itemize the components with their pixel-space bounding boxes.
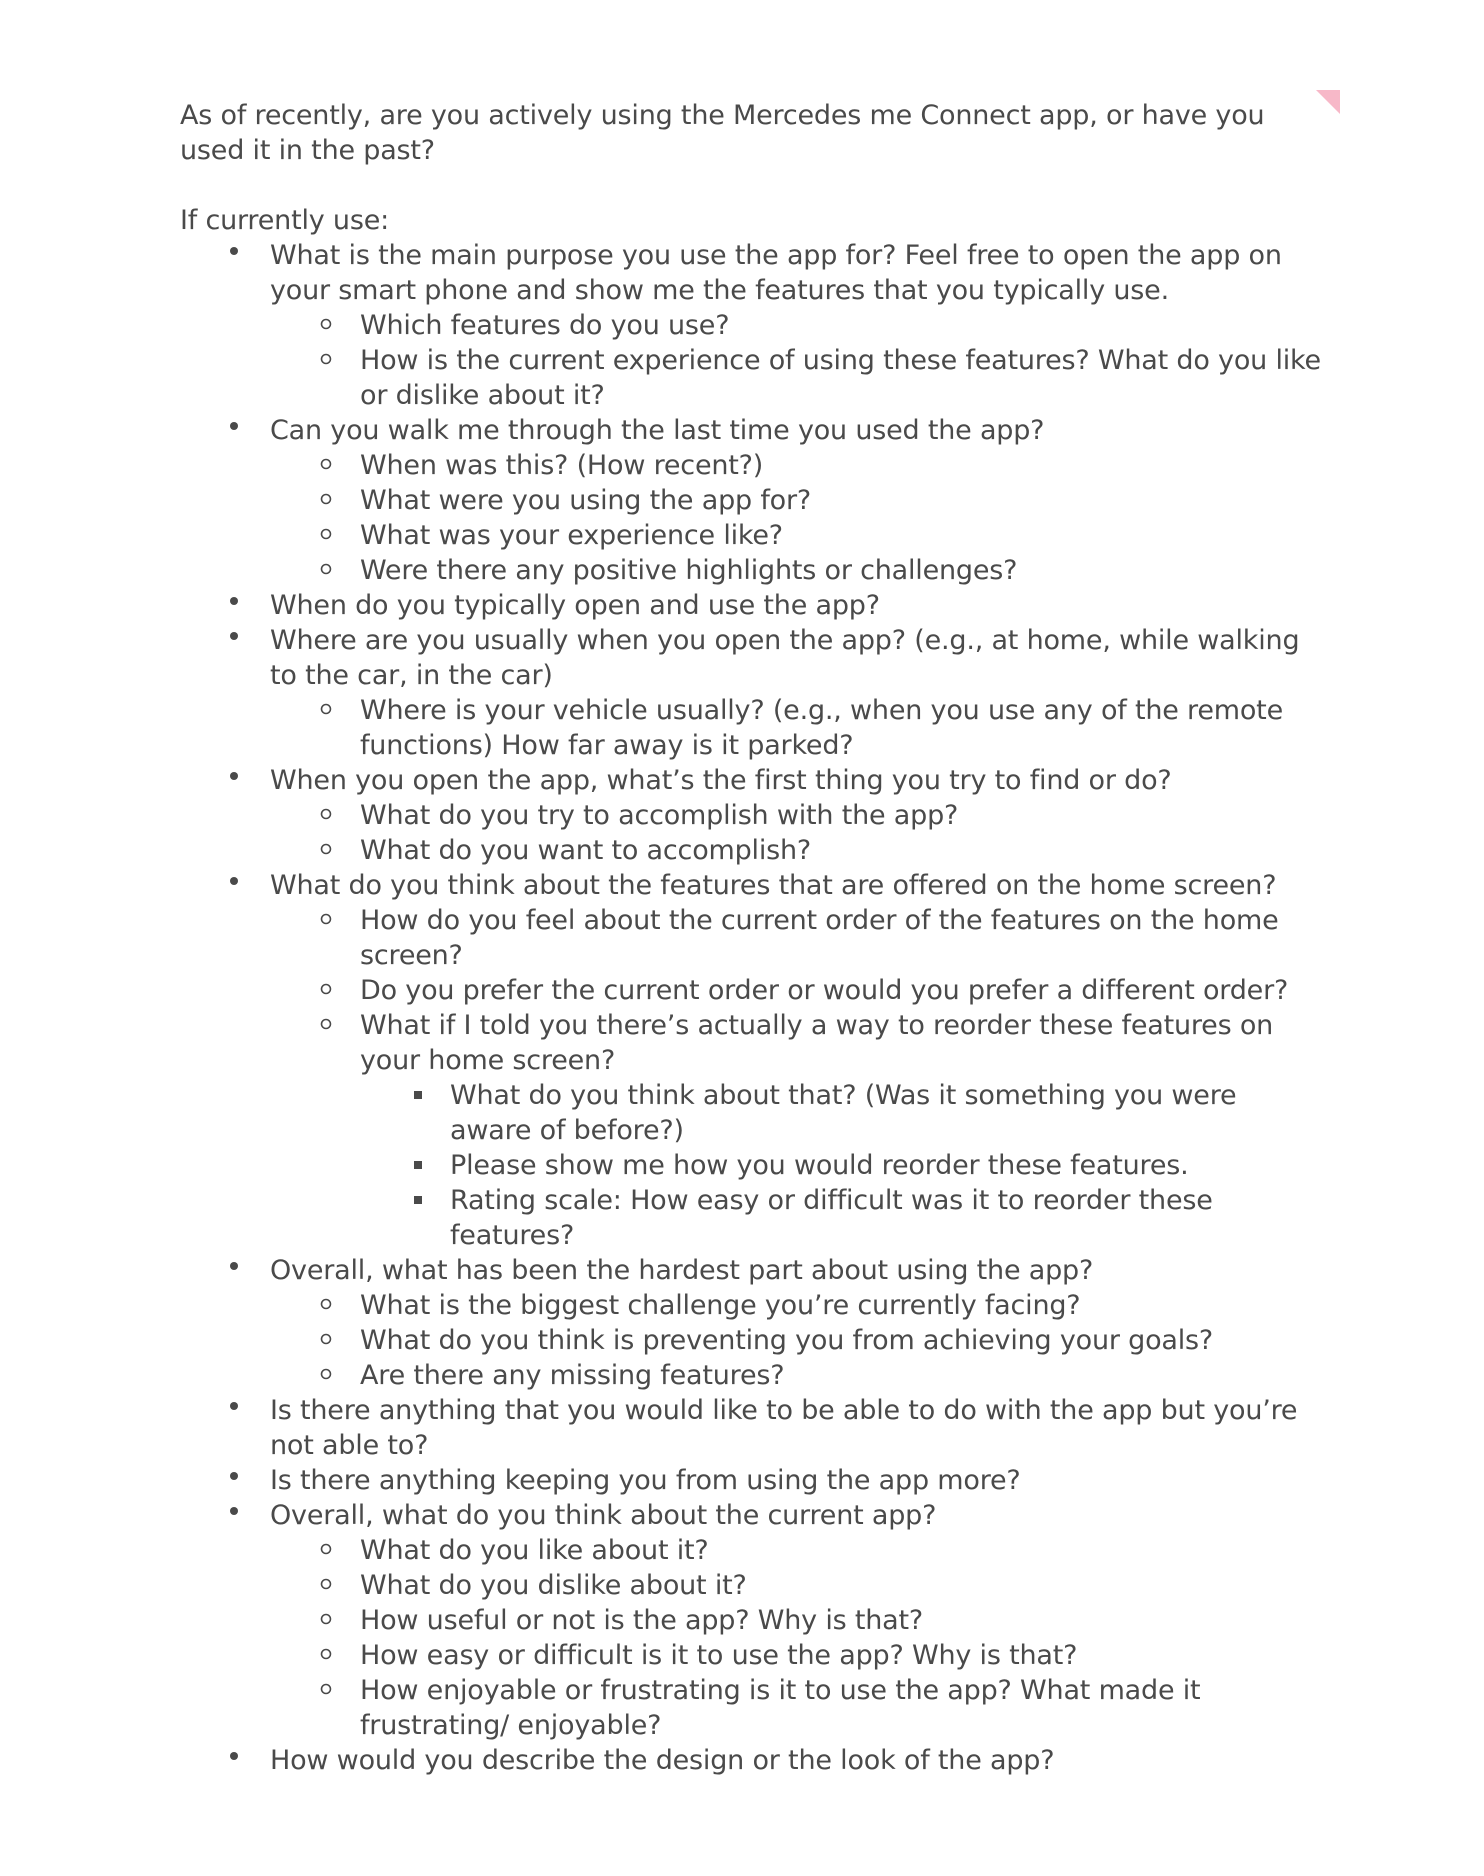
list-item-level-2 bbox=[180, 1323, 1325, 1358]
list-item-level-2 bbox=[180, 903, 1325, 973]
list-item-text: What do you like about it? bbox=[360, 1535, 709, 1566]
list-item-text: What do you think about that? (Was it something you were aware of before?) bbox=[450, 1080, 1237, 1146]
list-item-text: What do you think about the features that are offered on the home screen? bbox=[270, 870, 1277, 901]
list-item-text: Overall, what has been the hardest part about using the app? bbox=[270, 1255, 1094, 1286]
list-item-level-2 bbox=[180, 1568, 1325, 1603]
list-item-text: Which features do you use? bbox=[360, 310, 730, 341]
hollow-circle-bullet-icon bbox=[318, 553, 334, 588]
list-item-level-2 bbox=[180, 833, 1325, 868]
list-item-level-2 bbox=[180, 518, 1325, 553]
document-body bbox=[180, 98, 1325, 1778]
list-item-level-2 bbox=[180, 1358, 1325, 1393]
list-item-text: What do you dislike about it? bbox=[360, 1570, 747, 1601]
list-item-text: Where are you usually when you open the app? (e.g., at home, while walking to the car, in the car) bbox=[270, 625, 1300, 691]
list-item-text: What was your experience like? bbox=[360, 520, 783, 551]
list-item-text: What do you want to accomplish? bbox=[360, 835, 812, 866]
filled-circle-bullet-icon bbox=[226, 588, 242, 623]
list-item-level-3 bbox=[180, 1183, 1325, 1253]
hollow-circle-bullet-icon bbox=[318, 798, 334, 833]
list-item-level-1 bbox=[180, 763, 1325, 798]
list-item-text: What is the main purpose you use the app for? Feel free to open the app on your smart phone and show me the features that you typically use. bbox=[270, 240, 1282, 306]
list-item-text: What is the biggest challenge you’re currently facing? bbox=[360, 1290, 1081, 1321]
filled-circle-bullet-icon bbox=[226, 868, 242, 903]
list-item-level-2 bbox=[180, 798, 1325, 833]
hollow-circle-bullet-icon bbox=[318, 1008, 334, 1043]
list-item-level-1 bbox=[180, 1498, 1325, 1533]
list-item-level-2 bbox=[180, 343, 1325, 413]
list-item-level-1 bbox=[180, 623, 1325, 693]
question-list bbox=[180, 238, 1325, 1778]
list-item-text: Are there any missing features? bbox=[360, 1360, 785, 1391]
filled-square-bullet-icon bbox=[410, 1078, 426, 1113]
hollow-circle-bullet-icon bbox=[318, 1638, 334, 1673]
list-item-text: How do you feel about the current order of the features on the home screen? bbox=[360, 905, 1279, 971]
list-item-level-2 bbox=[180, 1533, 1325, 1568]
list-item-level-1 bbox=[180, 1743, 1325, 1778]
list-item-level-2 bbox=[180, 448, 1325, 483]
list-item-text: How easy or difficult is it to use the app? Why is that? bbox=[360, 1640, 1078, 1671]
list-item-text: What if I told you there’s actually a way to reorder these features on your home screen? bbox=[360, 1010, 1274, 1076]
list-item-level-2 bbox=[180, 973, 1325, 1008]
hollow-circle-bullet-icon bbox=[318, 483, 334, 518]
hollow-circle-bullet-icon bbox=[318, 1533, 334, 1568]
list-item-text: Overall, what do you think about the current app? bbox=[270, 1500, 937, 1531]
list-item-level-2 bbox=[180, 693, 1325, 763]
hollow-circle-bullet-icon bbox=[318, 1323, 334, 1358]
hollow-circle-bullet-icon bbox=[318, 903, 334, 938]
intro-question: As of recently, are you actively using the Mercedes me Connect app, or have you used it in the past? bbox=[180, 100, 1265, 166]
filled-circle-bullet-icon bbox=[226, 1743, 242, 1778]
list-item-level-3 bbox=[180, 1148, 1325, 1183]
list-item-level-2 bbox=[180, 1288, 1325, 1323]
filled-circle-bullet-icon bbox=[226, 413, 242, 448]
hollow-circle-bullet-icon bbox=[318, 973, 334, 1008]
filled-circle-bullet-icon bbox=[226, 1498, 242, 1533]
hollow-circle-bullet-icon bbox=[318, 518, 334, 553]
list-item-text: How useful or not is the app? Why is that? bbox=[360, 1605, 924, 1636]
filled-square-bullet-icon bbox=[410, 1148, 426, 1183]
filled-circle-bullet-icon bbox=[226, 1253, 242, 1288]
list-item-text: Were there any positive highlights or challenges? bbox=[360, 555, 1018, 586]
list-item-text: Can you walk me through the last time you used the app? bbox=[270, 415, 1045, 446]
paragraph-spacer bbox=[180, 168, 1325, 203]
filled-circle-bullet-icon bbox=[226, 238, 242, 273]
filled-circle-bullet-icon bbox=[226, 1393, 242, 1428]
list-item-level-2 bbox=[180, 483, 1325, 518]
list-item-text: When you open the app, what’s the first thing you try to find or do? bbox=[270, 765, 1172, 796]
filled-square-bullet-icon bbox=[410, 1183, 426, 1218]
list-item-level-2 bbox=[180, 308, 1325, 343]
filled-circle-bullet-icon bbox=[226, 763, 242, 798]
list-item-text: How would you describe the design or the look of the app? bbox=[270, 1745, 1055, 1776]
list-item-level-1 bbox=[180, 238, 1325, 308]
hollow-circle-bullet-icon bbox=[318, 693, 334, 728]
list-item-level-1 bbox=[180, 1463, 1325, 1498]
list-item-text: What do you think is preventing you from achieving your goals? bbox=[360, 1325, 1214, 1356]
list-item-level-1 bbox=[180, 868, 1325, 903]
list-item-text: Is there anything that you would like to be able to do with the app but you’re not able to? bbox=[270, 1395, 1298, 1461]
hollow-circle-bullet-icon bbox=[318, 343, 334, 378]
hollow-circle-bullet-icon bbox=[318, 308, 334, 343]
list-item-text: How enjoyable or frustrating is it to use the app? What made it frustrating/ enjoyable? bbox=[360, 1675, 1201, 1741]
hollow-circle-bullet-icon bbox=[318, 448, 334, 483]
hollow-circle-bullet-icon bbox=[318, 833, 334, 868]
list-item-level-1 bbox=[180, 1253, 1325, 1288]
list-item-text: When do you typically open and use the app? bbox=[270, 590, 880, 621]
list-item-text: Rating scale: How easy or difficult was it to reorder these features? bbox=[450, 1185, 1213, 1251]
list-item-level-2 bbox=[180, 1603, 1325, 1638]
list-item-text: Where is your vehicle usually? (e.g., when you use any of the remote functions) How far away is it parked? bbox=[360, 695, 1283, 761]
list-item-level-1 bbox=[180, 413, 1325, 448]
list-item-text: Is there anything keeping you from using the app more? bbox=[270, 1465, 1021, 1496]
list-item-level-1 bbox=[180, 588, 1325, 623]
hollow-circle-bullet-icon bbox=[318, 1603, 334, 1638]
list-item-level-2 bbox=[180, 553, 1325, 588]
list-item-level-2 bbox=[180, 1008, 1325, 1078]
list-item-level-3 bbox=[180, 1078, 1325, 1148]
filled-circle-bullet-icon bbox=[226, 623, 242, 658]
list-item-level-2 bbox=[180, 1673, 1325, 1743]
section-label: If currently use: bbox=[180, 205, 390, 236]
hollow-circle-bullet-icon bbox=[318, 1288, 334, 1323]
list-item-text: What do you try to accomplish with the app? bbox=[360, 800, 959, 831]
list-item-text: Do you prefer the current order or would you prefer a different order? bbox=[360, 975, 1289, 1006]
list-item-level-1 bbox=[180, 1393, 1325, 1463]
list-item-level-2 bbox=[180, 1638, 1325, 1673]
hollow-circle-bullet-icon bbox=[318, 1358, 334, 1393]
list-item-text: What were you using the app for? bbox=[360, 485, 811, 516]
list-item-text: When was this? (How recent?) bbox=[360, 450, 764, 481]
list-item-text: How is the current experience of using these features? What do you like or dislike about it? bbox=[360, 345, 1321, 411]
hollow-circle-bullet-icon bbox=[318, 1673, 334, 1708]
list-item-text: Please show me how you would reorder these features. bbox=[450, 1150, 1189, 1181]
hollow-circle-bullet-icon bbox=[318, 1568, 334, 1603]
filled-circle-bullet-icon bbox=[226, 1463, 242, 1498]
